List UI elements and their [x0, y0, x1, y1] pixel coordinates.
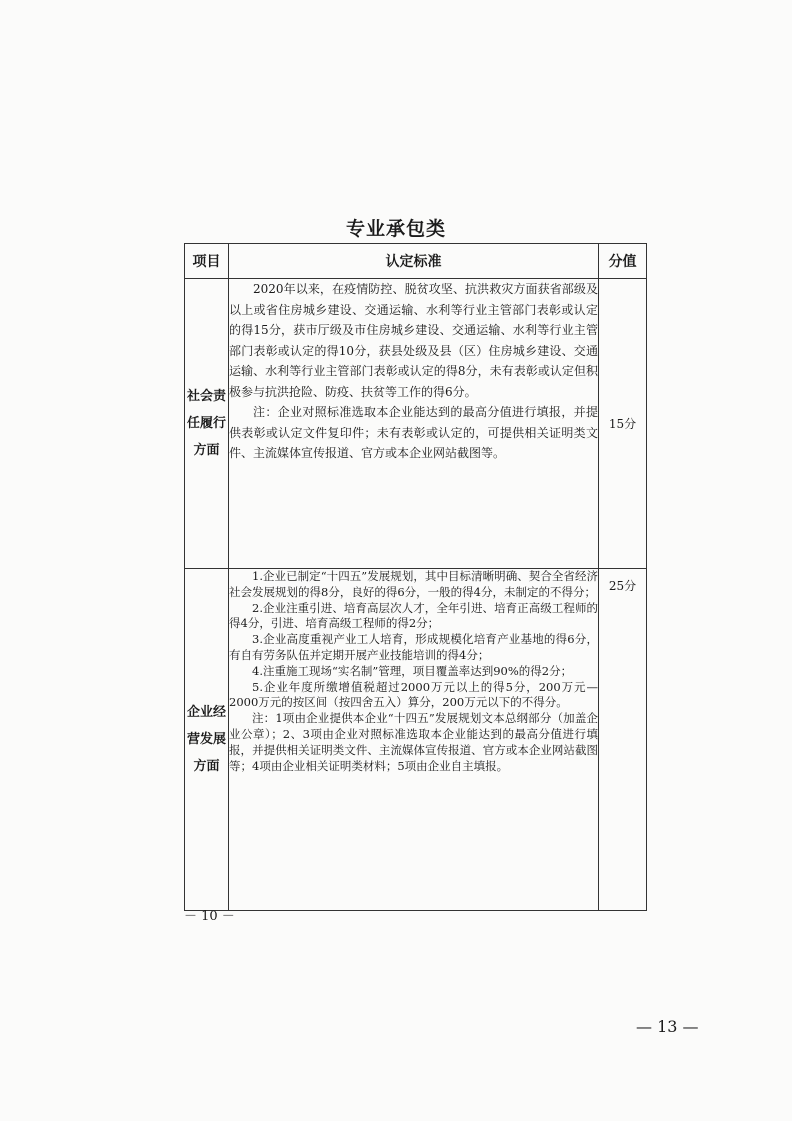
row-criteria: [229, 569, 599, 911]
table-header-row: [185, 244, 647, 279]
criteria-note: 注：企业对照标准选取本企业能达到的最高分值进行填报，并提供表彰或认定文件复印件；未有表彰或认定的，可提供相关证明类文件、主流媒体宣传报道、官方或本企业网站截图等。: [229, 405, 598, 460]
row-score: 25分: [599, 569, 647, 911]
criteria-paragraph: 2020年以来，在疫情防控、脱贫攻坚、抗洪救灾方面获省部级及以上或省住房城乡建设、交通运输、水利等行业主管部门表彰或认定的得15分，获市厅级及市住房城乡建设、交通运输、水利等行业主管部门表彰或认定的得10分，获县处级及县（区）住房城乡建设、交通运输、水利等行业主管部门表彰或认定的得8分，未有表彰或认定但积极参与抗洪抢险、防疫、扶贫等工作的得6分。: [229, 282, 598, 399]
row-item-label: 企业经营发展方面: [185, 569, 229, 911]
criteria-paragraph: 3.企业高度重视产业工人培育，形成规模化培育产业基地的得6分，有自有劳务队伍并定期开展产业技能培训的得4分；: [229, 632, 598, 662]
table-row: [185, 279, 647, 569]
header-item: 项目: [185, 244, 229, 279]
row-criteria: [229, 279, 599, 569]
outer-page-number: — 13 —: [636, 1017, 699, 1036]
criteria-table: [184, 243, 647, 911]
table-row: [185, 569, 647, 911]
header-standard: 认定标准: [229, 244, 599, 279]
criteria-paragraph: 5.企业年度所缴增值税超过2000万元以上的得5分，200万元—2000万元的按区间（按四舍五入）算分，200万元以下的不得分。: [229, 679, 598, 710]
row-item-label: 社会责任履行方面: [185, 279, 229, 569]
row-score: 15分: [599, 279, 647, 569]
inner-page-number: － 10 －: [184, 909, 235, 924]
criteria-paragraph: 2.企业注重引进、培育高层次人才，全年引进、培育正高级工程师的得4分，引进、培育高级工程师的得2分；: [229, 600, 598, 631]
criteria-note: 注：1项由企业提供本企业“十四五”发展规划文本总纲部分（加盖企业公章）；2、3项由企业对照标准选取本企业能达到的最高分值进行填报，并提供相关证明类文件、主流媒体宣传报道、官方或本企业网站截图等；4项由企业相关证明类材料；5项由企业自主填报。: [229, 711, 598, 773]
criteria-paragraph: 1.企业已制定“十四五”发展规划，其中目标清晰明确、契合全省经济社会发展规划的得8分，良好的得6分，一般的得4分，未制定的不得分；: [229, 569, 598, 599]
header-score: 分值: [599, 244, 647, 279]
table-title: 专业承包类: [345, 218, 446, 240]
criteria-paragraph: 4.注重施工现场“实名制”管理，项目覆盖率达到90%的得2分；: [252, 663, 573, 678]
